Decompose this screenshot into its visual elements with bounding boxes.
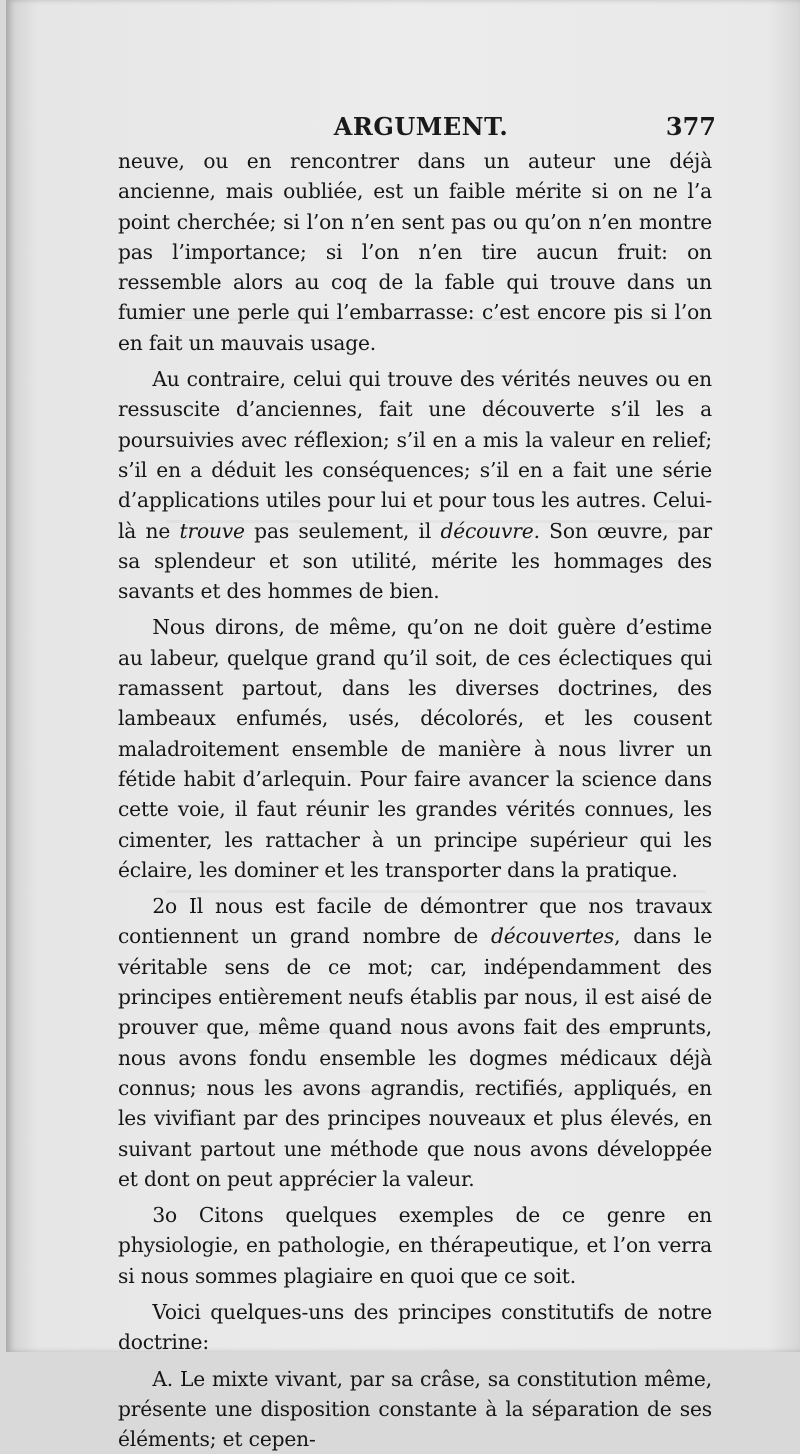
book-page xyxy=(6,0,800,1452)
paragraph-point-a: A. Le mixte vivant, par sa crâse, sa constitution même, présente une disposition constante à la séparation de ses éléments; et cepen- xyxy=(118,1366,712,1452)
page-number: 377 xyxy=(665,112,716,141)
paragraph-continuation: neuve, ou en rencontrer dans un auteur une déjà ancienne, mais oubliée, est un faible mérite si on ne l’a point cherchée; si l’on n’en sent pas ou qu’on n’en montre pas l’importance; si l’on n’en tire aucun fruit: on ressemble alors au coq de la fable qui trouve dans un fumier une perle qui l’embarrasse: c’est encore pis si l’on en fait un mauvais usage. xyxy=(118,149,712,355)
text-run: Au contraire, celui qui trouve des vérités neuves ou en ressuscite d’anciennes, fait une découverte s’il les a poursuivies avec réflexion; s’il en a mis la valeur en relief; s’il en a déduit les conséquences; s’il en a fait une série d’applications utiles pour lui et pour tous les autres. Celui-là ne xyxy=(118,367,712,543)
body-text xyxy=(118,146,712,1454)
emphasis-decouvre: découvre. xyxy=(440,518,540,543)
text-run: Son œuvre, par sa splendeur et son utilité, mérite les hommages des savants et des hommes de bien. xyxy=(118,518,712,604)
paragraph-voici: Voici quelques-uns des principes constitutifs de notre doctrine: xyxy=(118,1299,712,1355)
paragraph-point-3: 3o Citons quelques exemples de ce genre en physiologie, en pathologie, en thérapeutique, et l’on verra si nous sommes plagiaire en quoi que ce soit. xyxy=(118,1203,712,1288)
text-run: pas seulement, il xyxy=(244,518,441,543)
text-run: 2o Il nous est facile de démontrer que nos travaux contiennent un grand nombre de xyxy=(118,894,712,949)
emphasis-decouvertes: découvertes xyxy=(490,924,615,949)
emphasis-trouve: trouve xyxy=(179,518,245,543)
paragraph-nous-dirons: Nous dirons, de même, qu’on ne doit guère d’estime au labeur, quelque grand qu’il soit, de ces éclectiques qui ramassent partout, dans les diverses doctrines, des lambeaux enfumés, usés, décolorés, et les cousent maladroitement ensemble de manière à nous livrer un fétide habit d’arlequin. Pour faire avancer la science dans cette voie, il faut réunir les grandes vérités connues, les cimenter, les rattacher à un principe supérieur qui les éclaire, les dominer et les transporter dans la pratique. xyxy=(118,615,712,882)
paragraph-au-contraire xyxy=(118,364,712,606)
running-title: ARGUMENT. xyxy=(333,112,509,141)
running-header xyxy=(126,112,716,146)
text-run: , dans le véritable sens de ce mot; car, indépendamment des principes entièrement neufs établis par nous, il est aisé de prouver que, même quand nous avons fait des emprunts, nous avons fondu ensemble les dogmes médicaux déjà connus; nous les avons agrandis, rectifiés, appliqués, en les vivifiant par des principes nouveaux et plus élevés, en suivant partout une méthode que nous avons développée et dont on peut apprécier la valeur. xyxy=(118,924,713,1191)
paragraph-point-2 xyxy=(118,891,712,1194)
